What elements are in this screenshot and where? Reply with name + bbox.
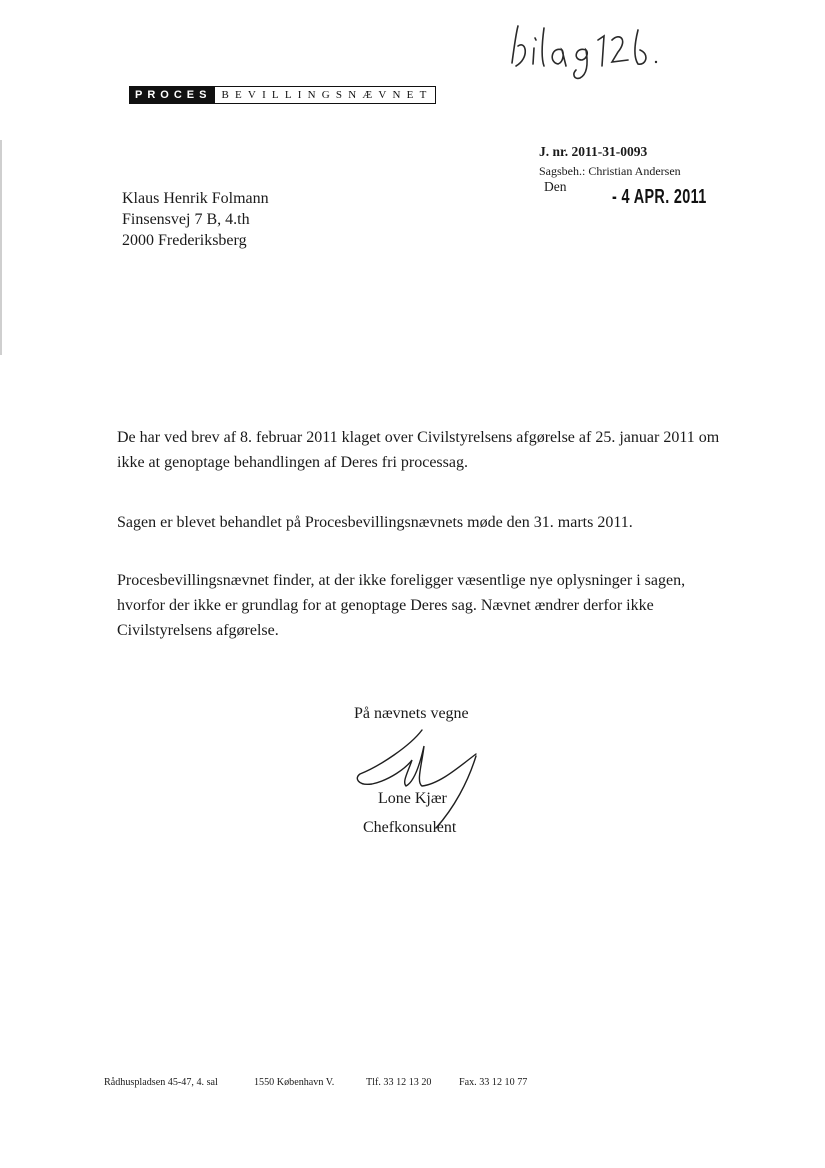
logo-light-part: BEVILLINGSNÆVNET (215, 86, 435, 104)
footer-phone: Tlf. 33 12 13 20 (366, 1076, 432, 1088)
handwritten-annotation (500, 18, 660, 88)
date-stamp: - 4 APR. 2011 (612, 186, 707, 208)
logo-dark-part: PROCES (129, 86, 215, 104)
body-paragraph-2: Sagen er blevet behandlet på Procesbevillingsnævnets møde den 31. marts 2011. (117, 514, 633, 531)
footer-city: 1550 København V. (254, 1076, 335, 1088)
logo (129, 86, 436, 104)
case-officer: Sagsbeh.: Christian Andersen (539, 164, 681, 178)
scan-edge-mark (0, 140, 2, 355)
body-paragraph-3: Procesbevillingsnævnet finder, at der ikke foreligger væsentlige nye oplysninger i sagen, hvorfor der ikke er grundlag for at genoptage Deres sag. Nævnet ændrer derfor ikke Civilstyrelsens afgørelse. (117, 572, 686, 639)
recipient-city: 2000 Frederiksberg (122, 232, 247, 249)
closing-text: På nævnets vegne (354, 705, 469, 722)
footer-fax: Fax. 33 12 10 77 (459, 1076, 528, 1088)
handwritten-signature (350, 716, 490, 836)
journal-number: J. nr. 2011-31-0093 (539, 144, 648, 159)
signer-name: Lone Kjær (378, 790, 447, 807)
body-paragraph-1: De har ved brev af 8. februar 2011 klaget over Civilstyrelsens afgørelse af 25. januar 2011 om ikke at genoptage behandlingen af Deres fri processag. (117, 429, 720, 471)
recipient-address (122, 188, 269, 251)
date-label: Den (544, 179, 567, 194)
recipient-street: Finsensvej 7 B, 4.th (122, 211, 250, 228)
recipient-name: Klaus Henrik Folmann (122, 190, 269, 207)
signer-title: Chefkonsulent (363, 819, 457, 836)
footer-address: Rådhuspladsen 45-47, 4. sal (104, 1076, 218, 1088)
